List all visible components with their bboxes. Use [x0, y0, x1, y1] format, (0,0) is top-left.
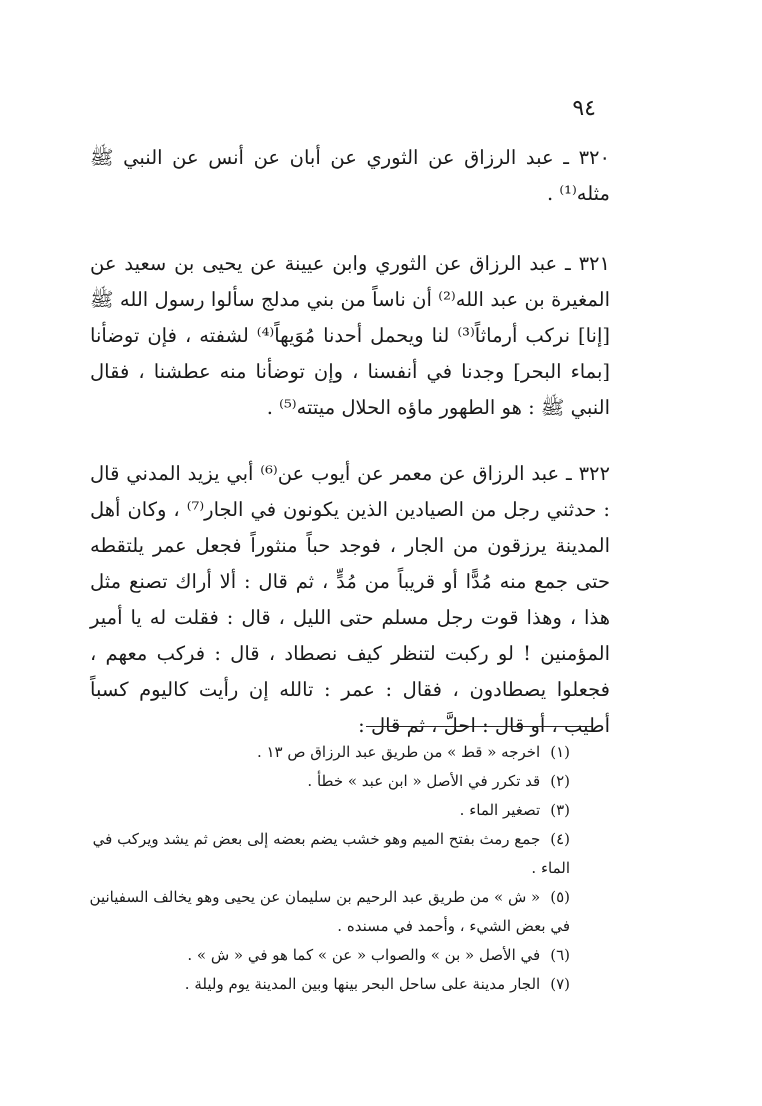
footnote-text: في الأصل « بن » والصواب « عن » كما هو في « ش » .	[187, 946, 541, 964]
footnote-number: (١)	[550, 743, 570, 761]
footnote-text: جمع رمث بفتح الميم وهو خشب يضم بعضه إلى بعض ثم يشد ويركب في الماء .	[92, 830, 570, 877]
footnote-number: (٤)	[550, 830, 570, 848]
footnote-1	[86, 738, 570, 767]
footnote-3	[86, 796, 570, 825]
footnote-text: الجار مدينة على ساحل البحر بينها وبين المدينة يوم وليلة .	[184, 975, 541, 993]
footnote-text: قد تكرر في الأصل « ابن عبد » خطأ .	[307, 772, 541, 790]
hadith-320: ٣٢٠ ـ عبد الرزاق عن الثوري عن أبان عن أنس عن النبي ﷺ مثله⁽¹⁾ .	[90, 146, 610, 205]
main-text	[90, 140, 610, 770]
footnote-number: (٥)	[550, 888, 570, 906]
footnotes	[86, 738, 570, 999]
footnote-4	[86, 825, 570, 883]
footnote-number: (٧)	[550, 975, 570, 993]
footnote-7	[86, 970, 570, 999]
footnote-number: (٣)	[550, 801, 570, 819]
footnote-number: (٢)	[550, 772, 570, 790]
page-number: ٩٤	[572, 96, 596, 121]
hadith-321: ٣٢١ ـ عبد الرزاق عن الثوري وابن عيينة عن يحيى بن سعيد عن المغيرة بن عبد الله⁽²⁾ أن ناساً من بني مدلج سألوا رسول الله ﷺ [إنا] نركب أرماثاً⁽³⁾ لنا ويحمل أحدنا مُوَيهاً⁽⁴⁾ لشفته ، فإن توضأنا [بماء البحر] وجدنا في أنفسنا ، وإن توضأنا منه عطشنا ، فقال النبي ﷺ : هو الطهور ماؤه الحلال ميتته⁽⁵⁾ .	[90, 252, 610, 419]
footnote-number: (٦)	[550, 946, 570, 964]
hadith-322: ٣٢٢ ـ عبد الرزاق عن معمر عن أيوب عن⁽⁶⁾ أبي يزيد المدني قال : حدثني رجل من الصيادين الذين يكونون في الجار⁽⁷⁾ ، وكان أهل المدينة يرزقون من الجار ، فوجد حباً منثوراً فجعل عمر يلتقطه حتى جمع منه مُدًّا أو قريباً من مُدٍّ ، ثم قال : ألا أراك تصنع مثل هذا ، وهذا قوت رجل مسلم حتى الليل ، قال : فقلت له يا أمير المؤمنين ! لو ركبت لتنظر كيف نصطاد ، قال : فركب معهم ، فجعلوا يصطادون ، فقال : عمر : تالله إن رأيت كاليوم كسباً أطيب ، أو قال : احلَّ ، ثم قال :	[90, 462, 611, 737]
footnote-text: تصغير الماء .	[459, 801, 541, 819]
footnote-divider	[366, 726, 592, 727]
footnote-2	[86, 767, 570, 796]
footnote-text: اخرجه « قط » من طريق عبد الرزاق ص ١٣ .	[256, 743, 541, 761]
footnote-text: « ش » من طريق عبد الرحيم بن سليمان عن يحيى وهو يخالف السفيانين في بعض الشيء ، وأحمد في مسنده .	[89, 888, 570, 935]
footnote-6	[86, 941, 570, 970]
footnote-5	[86, 883, 570, 941]
